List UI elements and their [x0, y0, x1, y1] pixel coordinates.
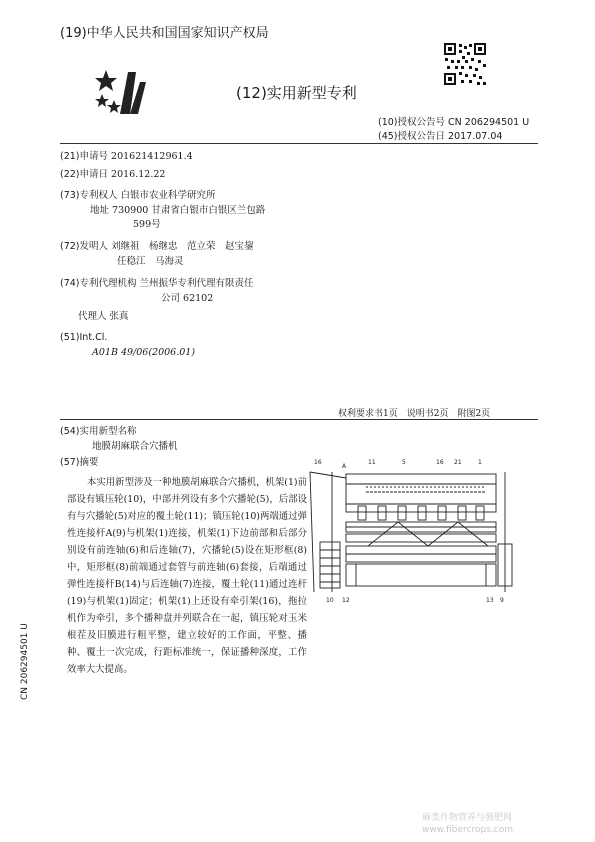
page-counts: 权利要求书1页 说明书2页 附图2页 — [338, 409, 491, 419]
svg-text:13: 13 — [486, 597, 494, 604]
publication-date: (45)授权公告日 2017.07.04 — [378, 131, 503, 142]
inventors: (72)发明人 刘继祖 杨继忠 范立荣 赵宝鋆 — [60, 241, 254, 252]
patent-agency: (74)专利代理机构 兰州振华专利代理有限责任 — [60, 278, 254, 289]
office-logo-icon — [92, 62, 152, 122]
svg-text:10: 10 — [326, 597, 334, 604]
address-line-2: 599号 — [133, 219, 161, 230]
header-rule — [60, 143, 538, 144]
svg-text:11: 11 — [368, 459, 376, 466]
svg-text:9: 9 — [500, 597, 504, 604]
application-number: (21)申请号 201621412961.4 — [60, 151, 193, 162]
svg-text:12: 12 — [342, 597, 350, 604]
title-label: (54)实用新型名称 — [60, 426, 137, 437]
abstract-text: 本实用新型涉及一种地膜胡麻联合穴播机，机架(1)前部设有镇压轮(10)，中部并列设有多个穴播轮(5)，后部设有与穴播轮(5)对应的覆土轮(11)；镇压轮(10)两端通过弹性连接杆A(9)与机架(1)连接，机架(1)下边前部和后部分别设有前连轴(6)和后连轴(7)，穴播轮(5)设在矩形框(8)中，矩形框(8)前端通过套管与前连轴(6)套接，后端通过弹性连接杆B(14)与后连轴(7)连接，覆土轮(11)通过连杆(19)与机架(1)固定；机架(1)上还设有牵引架(16)，拖拉机作为牵引，多个播种盘并列联合在一起，镇压轮对玉米根茬及旧膜进行粗平整，建立较好的工作面，平整、播种、覆土一次完成，行距标准统一，保证播种深度，工作效率大大提高。 — [67, 477, 307, 675]
svg-text:16: 16 — [314, 459, 322, 466]
patentee: (73)专利权人 白银市农业科学研究所 — [60, 190, 216, 201]
svg-text:21: 21 — [454, 459, 462, 466]
inventors-line-2: 任稳江 马海灵 — [117, 256, 184, 267]
publication-number: (10)授权公告号 CN 206294501 U — [378, 117, 530, 128]
side-publication-number: CN 206294501 U — [20, 623, 30, 700]
svg-text:A: A — [342, 463, 347, 470]
application-date: (22)申请日 2016.12.22 — [60, 169, 166, 180]
watermark: 麻类作物营养与施肥网 www.fibercrops.com — [422, 813, 513, 835]
address: 地址 730900 甘肃省白银市白银区兰包路 — [90, 205, 266, 216]
seeder-drawing — [306, 452, 538, 608]
svg-text:5: 5 — [402, 459, 406, 466]
utility-model-title: 地膜胡麻联合穴播机 — [92, 441, 178, 452]
document-type: (12)实用新型专利 — [236, 84, 357, 102]
abstract-label: (57)摘要 — [60, 457, 99, 468]
svg-text:1: 1 — [478, 459, 482, 466]
section-rule — [60, 419, 538, 420]
qr-code-icon — [443, 42, 487, 86]
agent: 代理人 张真 — [78, 311, 129, 322]
int-cl-label: (51)Int.Cl. — [60, 332, 108, 343]
office-name: (19)中华人民共和国国家知识产权局 — [60, 26, 269, 41]
svg-text:16: 16 — [436, 459, 444, 466]
patent-agency-line-2: 公司 62102 — [161, 293, 214, 304]
int-cl-value: A01B 49/06(2006.01) — [92, 347, 196, 358]
